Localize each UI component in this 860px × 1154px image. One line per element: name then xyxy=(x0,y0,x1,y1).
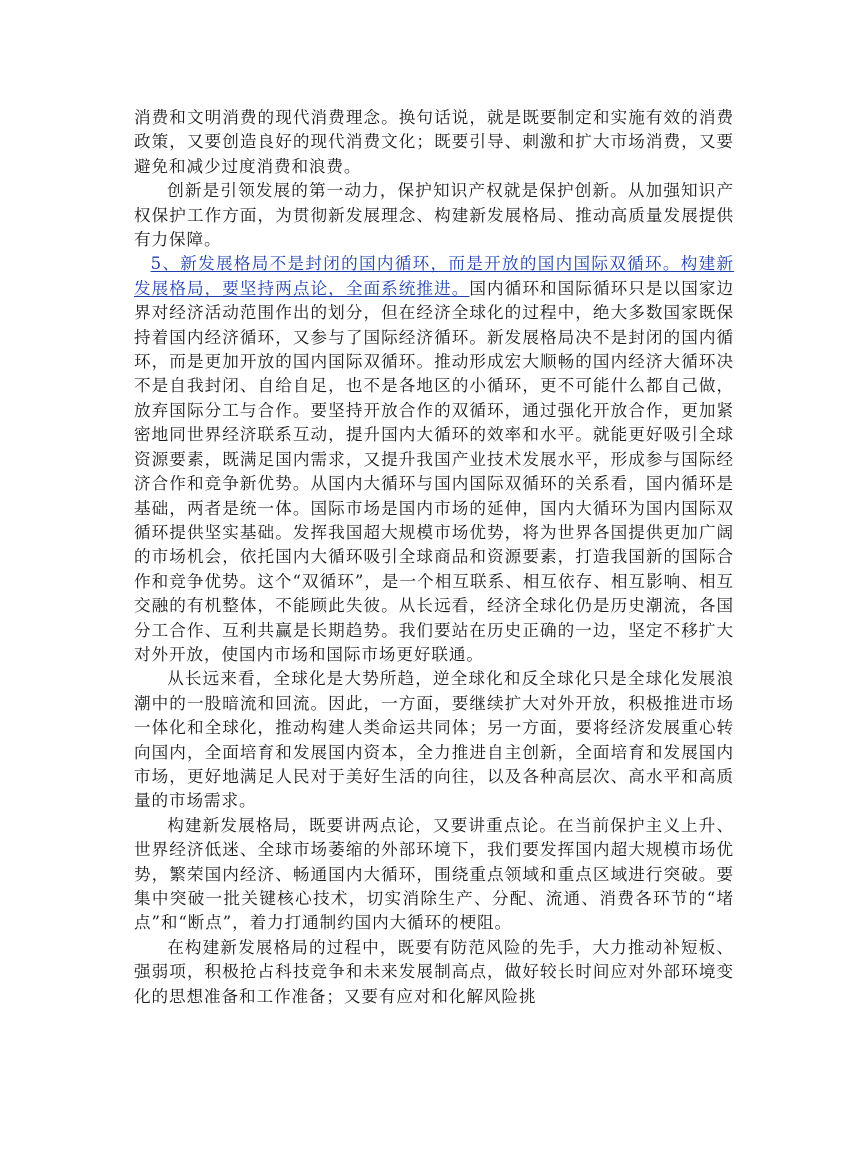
paragraph-innovation: 创新是引领发展的第一动力，保护知识产权就是保护创新。从加强知识产权保护工作方面，为贯彻新发展理念、构建新发展格局、推动高质量发展提供有力保障。 xyxy=(134,181,734,250)
paragraph-risk-prevention: 在构建新发展格局的过程中，既要有防范风险的先手，大力推动补短板、强弱项，积极抢占科技竞争和未来发展制高点，做好较长时间应对外部环境变化的思想准备和工作准备；又要有应对和化解风险挑 xyxy=(134,937,734,1006)
paragraph-dual-circulation-text: 国内循环和国际循环只是以国家边界对经济活动范围作出的划分，但在经济全球化的过程中，绝大多数国家既保持着国内经济循环，又参与了国际经济循环。新发展格局决不是封闭的国内循环，而是更加开放的国内国际双循环。推动形成宏大顺畅的国内经济大循环决不是自我封闭、自给自足，也不是各地区的小循环，更不可能什么都自己做，放弃国际分工与合作。要坚持开放合作的双循环，通过强化开放合作，更加紧密地同世界经济联系互动，提升国内大循环的效率和水平。就能更好吸引全球资源要素，既满足国内需求，又提升我国产业技术发展水平，形成参与国际经济合作和竞争新优势。从国内大循环与国内国际双循环的关系看，国内循环是基础，两者是统一体。国际市场是国内市场的延伸，国内大循环为国内国际双循环提供坚实基础。发挥我国超大规模市场优势，将为世界各国提供更加广阔的市场机会，依托国内大循环吸引全球商品和资源要素，打造我国新的国际合作和竞争优势。这个“双循环”，是一个相互联系、相互依存、相互影响、相互交融的有机整体，不能顾此失彼。从长远看，经济全球化仍是历史潮流，各国分工合作、互利共赢是长期趋势。我们要站在历史正确的一边，坚定不移扩大对外开放，使国内市场和国际市场更好联通。 xyxy=(134,278,735,664)
paragraph-dual-circulation xyxy=(134,252,734,667)
heading-link[interactable]: 5、新发展格局不是封闭的国内循环，而是开放的国内国际双循环。构建新发展格局，要坚持两点论，全面系统推进。 xyxy=(134,254,734,298)
paragraph-two-point-theory: 构建新发展格局，既要讲两点论，又要讲重点论。在当前保护主义上升、世界经济低迷、全球市场萎缩的外部环境下，我们要发挥国内超大规模市场优势，繁荣国内经济、畅通国内大循环，围绕重点领域和重点区域进行突破。要集中突破一批关键核心技术，切实消除生产、分配、流通、消费各环节的“堵点”和“断点”，着力打通制约国内大循环的梗阻。 xyxy=(134,815,734,933)
paragraph-consumption: 消费和文明消费的现代消费理念。换句话说，就是既要制定和实施有效的消费政策，又要创造良好的现代消费文化；既要引导、刺激和扩大市场消费，又要避免和减少过度消费和浪费。 xyxy=(134,108,734,176)
paragraph-globalization: 从长远来看，全球化是大势所趋，逆全球化和反全球化只是全球化发展浪潮中的一股暗流和回流。因此，一方面，要继续扩大对外开放，积极推进市场一体化和全球化，推动构建人类命运共同体；另一方面，要将经济发展重心转向国内，全面培育和发展国内资本，全力推进自主创新，全面培育和发展国内市场，更好地满足人民对于美好生活的向往，以及各种高层次、高水平和高质量的市场需求。 xyxy=(134,669,734,811)
document-body xyxy=(134,106,734,1009)
